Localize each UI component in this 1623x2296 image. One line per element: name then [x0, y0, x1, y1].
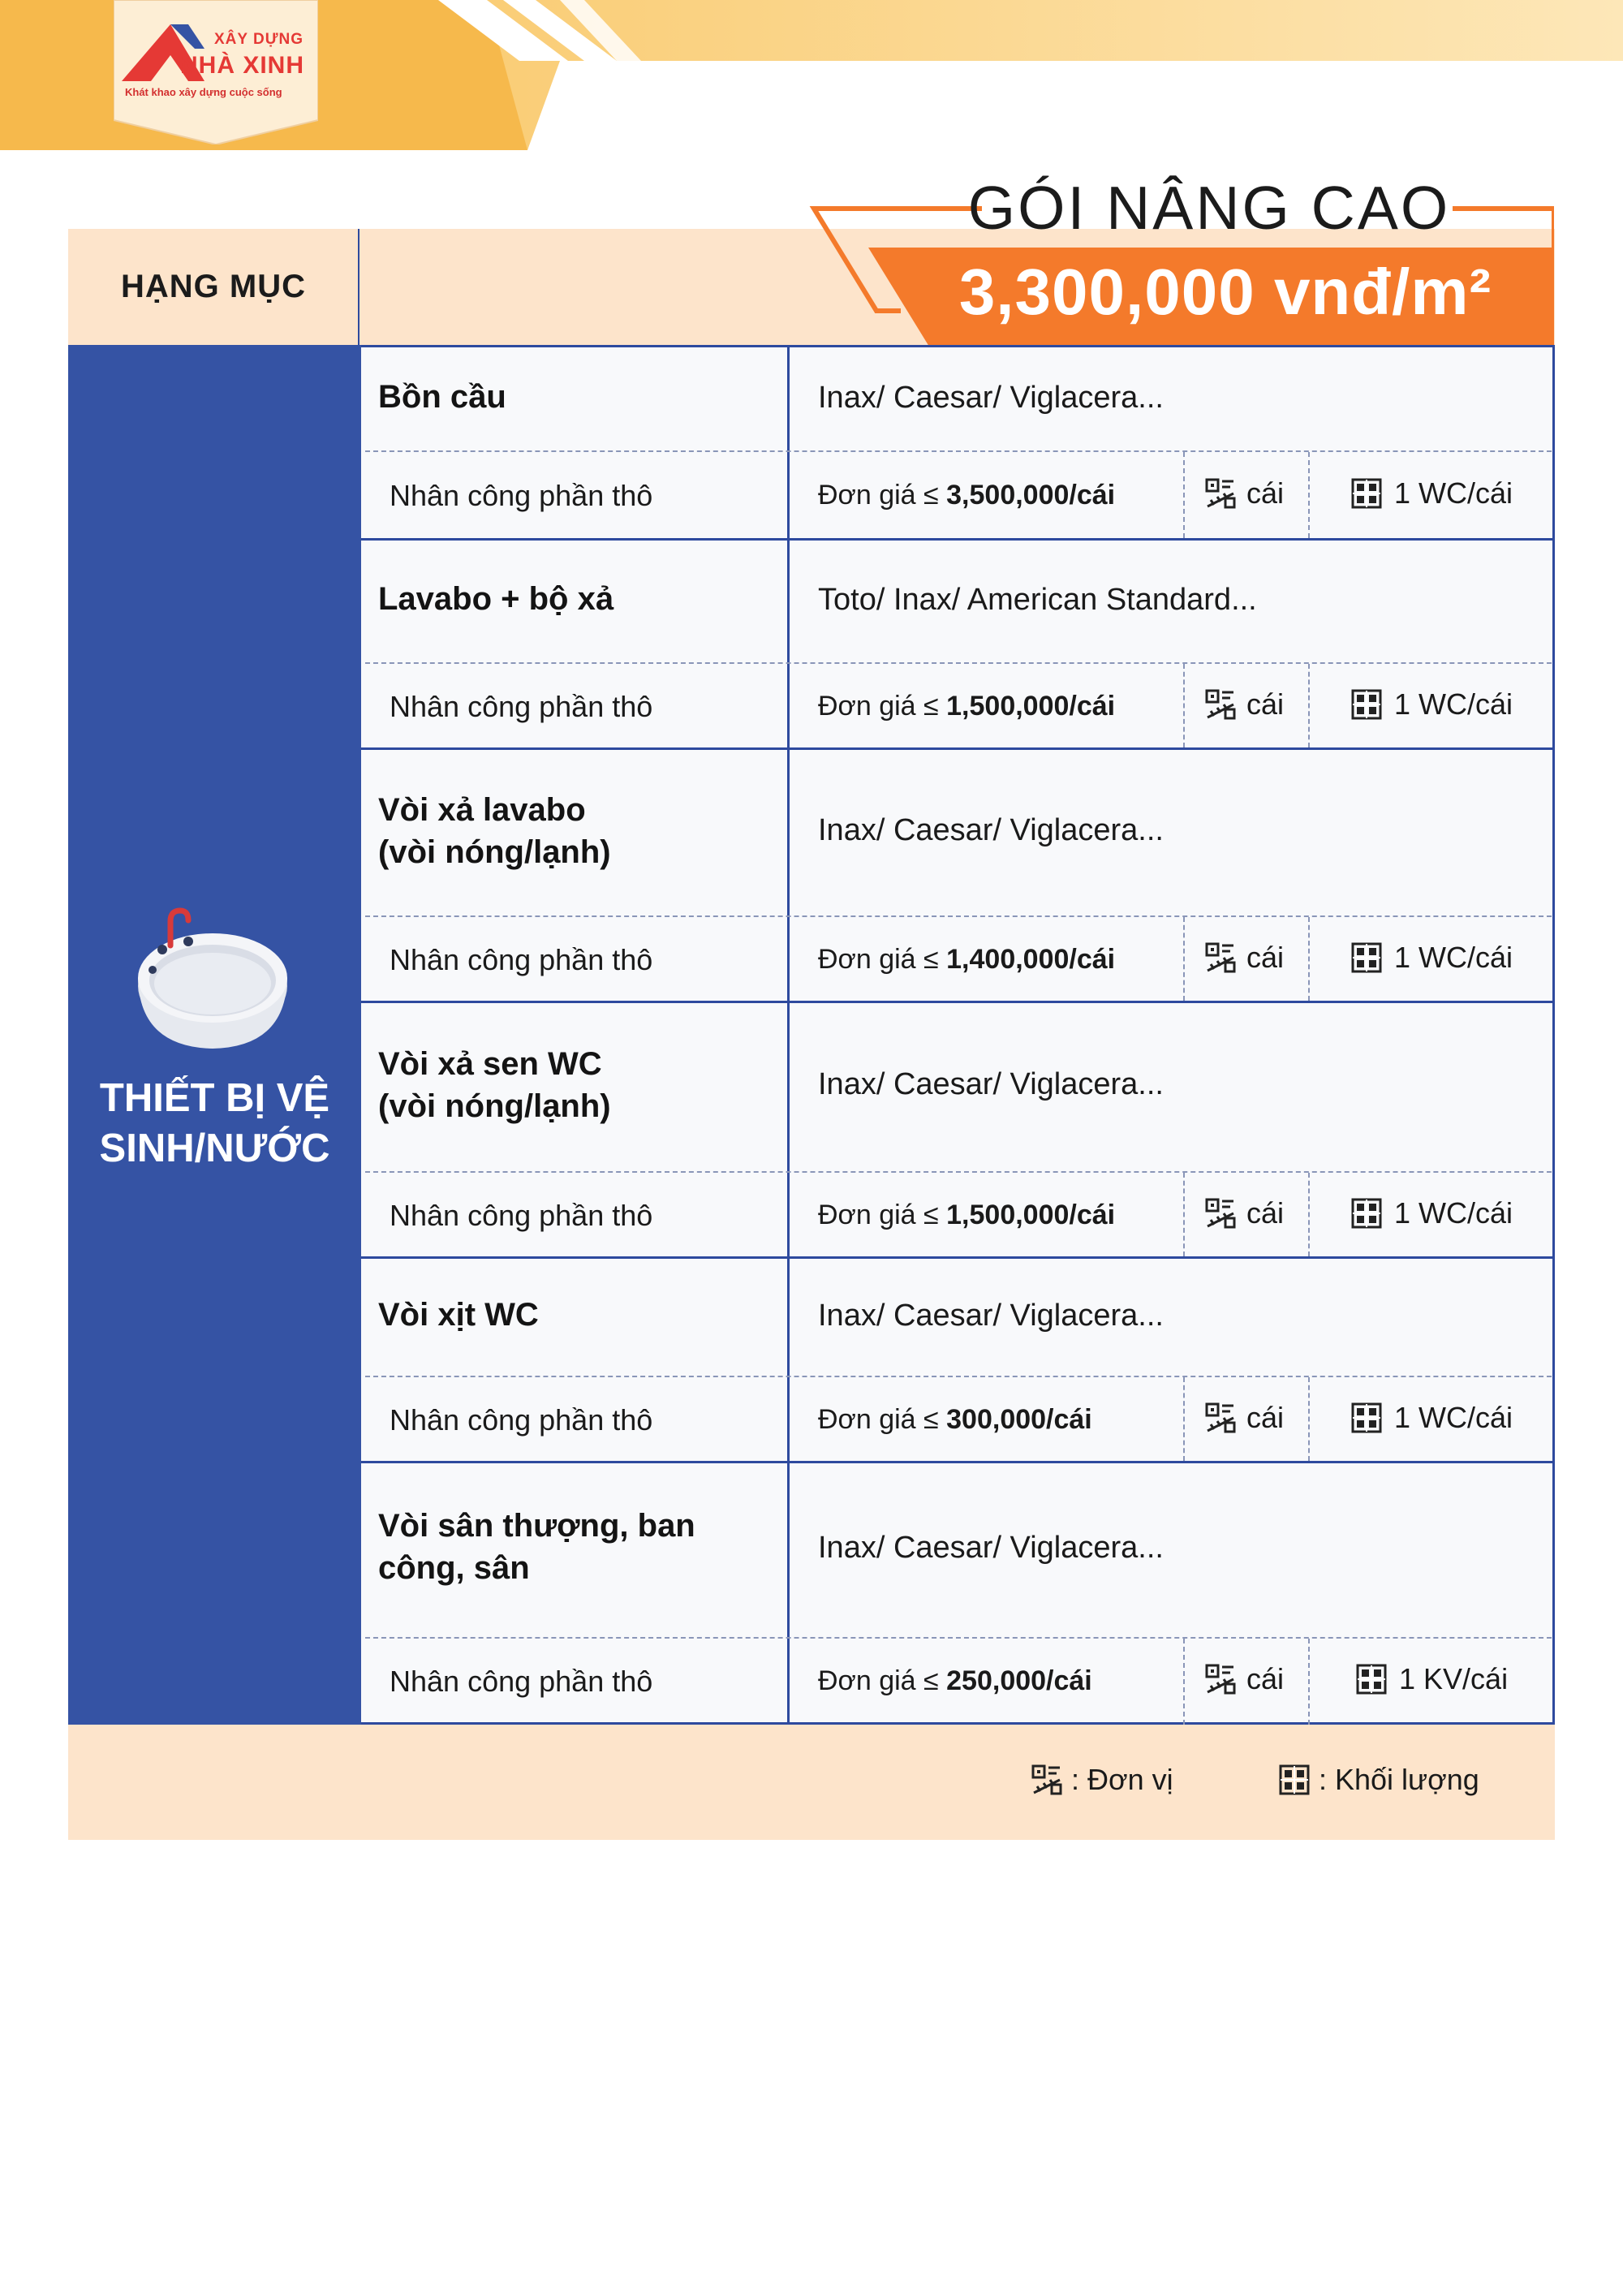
price-value: 3,500,000/cái	[946, 480, 1116, 510]
dashed-divider	[1183, 917, 1185, 1001]
item-labor: Nhân công phần thô	[390, 943, 653, 976]
table-column-divider	[787, 345, 790, 1725]
logo-line1: XÂY DỰNG	[214, 31, 304, 48]
dashed-separator	[365, 1637, 1552, 1639]
item-price	[818, 944, 1115, 976]
dashed-separator	[365, 915, 1552, 917]
item-name-line1: Vòi xả lavabo	[378, 792, 586, 828]
item-labor: Nhân công phần thô	[390, 1665, 653, 1698]
item-name: Lavabo + bộ xả	[378, 581, 614, 617]
item-name-line1: Vòi xả sen WC	[378, 1046, 602, 1082]
item-unit	[1204, 1662, 1284, 1696]
item-qty	[1350, 476, 1513, 510]
unit-measure-icon	[1204, 1197, 1237, 1230]
dashed-divider	[1183, 452, 1185, 538]
item-labor: Nhân công phần thô	[390, 1199, 653, 1232]
logo-line2: NHÀ XINH	[180, 52, 305, 79]
header-divider	[358, 229, 359, 345]
logo-slogan: Khát khao xây dựng cuộc sống	[125, 86, 282, 98]
item-unit	[1204, 941, 1284, 975]
dashed-separator	[365, 450, 1552, 452]
building-qty-icon	[1350, 1197, 1383, 1230]
dashed-separator	[365, 662, 1552, 664]
item-labor: Nhân công phần thô	[390, 479, 653, 512]
category-label	[68, 1073, 361, 1174]
qty-value: 1 WC/cái	[1394, 1196, 1513, 1230]
item-brands: Toto/ Inax/ American Standard...	[818, 583, 1257, 617]
legend-qty	[1278, 1763, 1479, 1797]
unit-value: cái	[1246, 687, 1285, 721]
item-name-line2: (vòi nóng/lạnh)	[378, 834, 611, 870]
building-qty-icon	[1278, 1764, 1311, 1796]
dashed-divider	[1183, 1377, 1185, 1461]
item-unit	[1204, 1401, 1284, 1435]
dashed-divider	[1183, 664, 1185, 747]
price-prefix: Đơn giá ≤	[818, 691, 947, 722]
item-brands: Inax/ Caesar/ Viglacera...	[818, 1531, 1164, 1565]
item-name: Vòi xịt WC	[378, 1297, 539, 1333]
price-prefix: Đơn giá ≤	[818, 944, 947, 975]
unit-measure-icon	[1031, 1764, 1063, 1796]
price-prefix: Đơn giá ≤	[818, 1665, 947, 1696]
building-qty-icon	[1355, 1663, 1388, 1695]
legend-unit-label: : Đơn vị	[1071, 1763, 1173, 1796]
package-price: 3,300,000 vnđ/m²	[958, 256, 1492, 328]
category-label-line2: SINH/NƯỚC	[99, 1126, 330, 1170]
item-name-line2: công, sân	[378, 1550, 530, 1586]
price-value: 300,000/cái	[946, 1404, 1092, 1435]
item-name	[378, 1505, 695, 1589]
item-qty	[1355, 1662, 1508, 1696]
item-qty	[1350, 1401, 1513, 1435]
item-price	[818, 1665, 1092, 1697]
item-name-line2: (vòi nóng/lạnh)	[378, 1088, 611, 1124]
unit-value: cái	[1246, 941, 1285, 974]
sink-icon	[122, 893, 316, 1055]
price-prefix: Đơn giá ≤	[818, 480, 947, 510]
legend-unit	[1031, 1763, 1173, 1797]
building-qty-icon	[1350, 941, 1383, 974]
row-border	[361, 1001, 1555, 1003]
item-price	[818, 1200, 1115, 1231]
item-qty	[1350, 1196, 1513, 1230]
item-name	[378, 1043, 611, 1127]
item-price	[818, 691, 1115, 722]
price-value: 1,400,000/cái	[946, 944, 1116, 975]
qty-value: 1 WC/cái	[1394, 1401, 1513, 1434]
qty-value: 1 WC/cái	[1394, 687, 1513, 721]
item-labor: Nhân công phần thô	[390, 690, 653, 723]
item-brands: Inax/ Caesar/ Viglacera...	[818, 813, 1164, 847]
item-unit	[1204, 687, 1284, 722]
unit-measure-icon	[1204, 941, 1237, 974]
item-qty	[1350, 941, 1513, 975]
price-value: 1,500,000/cái	[946, 1200, 1116, 1230]
price-value: 250,000/cái	[946, 1665, 1092, 1696]
qty-value: 1 KV/cái	[1399, 1662, 1509, 1695]
building-qty-icon	[1350, 477, 1383, 510]
row-border	[361, 1461, 1555, 1463]
row-border	[361, 538, 1555, 541]
unit-measure-icon	[1204, 1402, 1237, 1434]
price-value: 1,500,000/cái	[946, 691, 1116, 722]
dashed-divider	[1308, 917, 1310, 1001]
qty-value: 1 WC/cái	[1394, 476, 1513, 510]
unit-value: cái	[1246, 1662, 1285, 1695]
dashed-divider	[1308, 452, 1310, 538]
package-title: GÓI NÂNG CAO	[967, 174, 1451, 242]
item-name: Bồn cầu	[378, 379, 506, 415]
dashed-divider	[1308, 1173, 1310, 1256]
dashed-separator	[365, 1171, 1552, 1173]
dashed-divider	[1183, 1639, 1185, 1725]
dashed-divider	[1308, 1639, 1310, 1725]
dashed-divider	[1308, 1377, 1310, 1461]
legend-qty-label: : Khối lượng	[1319, 1763, 1479, 1796]
price-prefix: Đơn giá ≤	[818, 1404, 947, 1435]
qty-value: 1 WC/cái	[1394, 941, 1513, 974]
category-header: HẠNG MỤC	[121, 269, 306, 304]
item-labor: Nhân công phần thô	[390, 1403, 653, 1437]
item-brands: Inax/ Caesar/ Viglacera...	[818, 1067, 1164, 1101]
unit-value: cái	[1246, 1196, 1285, 1230]
building-qty-icon	[1350, 1402, 1383, 1434]
row-border	[361, 747, 1555, 750]
unit-value: cái	[1246, 1401, 1285, 1434]
unit-value: cái	[1246, 476, 1285, 510]
item-brands: Inax/ Caesar/ Viglacera...	[818, 381, 1164, 415]
item-qty	[1350, 687, 1513, 722]
item-unit	[1204, 1196, 1284, 1230]
building-qty-icon	[1350, 688, 1383, 721]
dashed-divider	[1308, 664, 1310, 747]
item-brands: Inax/ Caesar/ Viglacera...	[818, 1299, 1164, 1333]
item-unit	[1204, 476, 1284, 510]
dashed-divider	[1183, 1173, 1185, 1256]
row-border	[361, 1256, 1555, 1259]
item-price	[818, 480, 1115, 511]
dashed-separator	[365, 1376, 1552, 1377]
unit-measure-icon	[1204, 1663, 1237, 1695]
category-label-line1: THIẾT BỊ VỆ	[99, 1076, 330, 1120]
unit-measure-icon	[1204, 688, 1237, 721]
item-name	[378, 789, 611, 873]
item-name-line1: Vòi sân thượng, ban	[378, 1508, 695, 1544]
item-price	[818, 1404, 1092, 1436]
unit-measure-icon	[1204, 477, 1237, 510]
price-prefix: Đơn giá ≤	[818, 1200, 947, 1230]
